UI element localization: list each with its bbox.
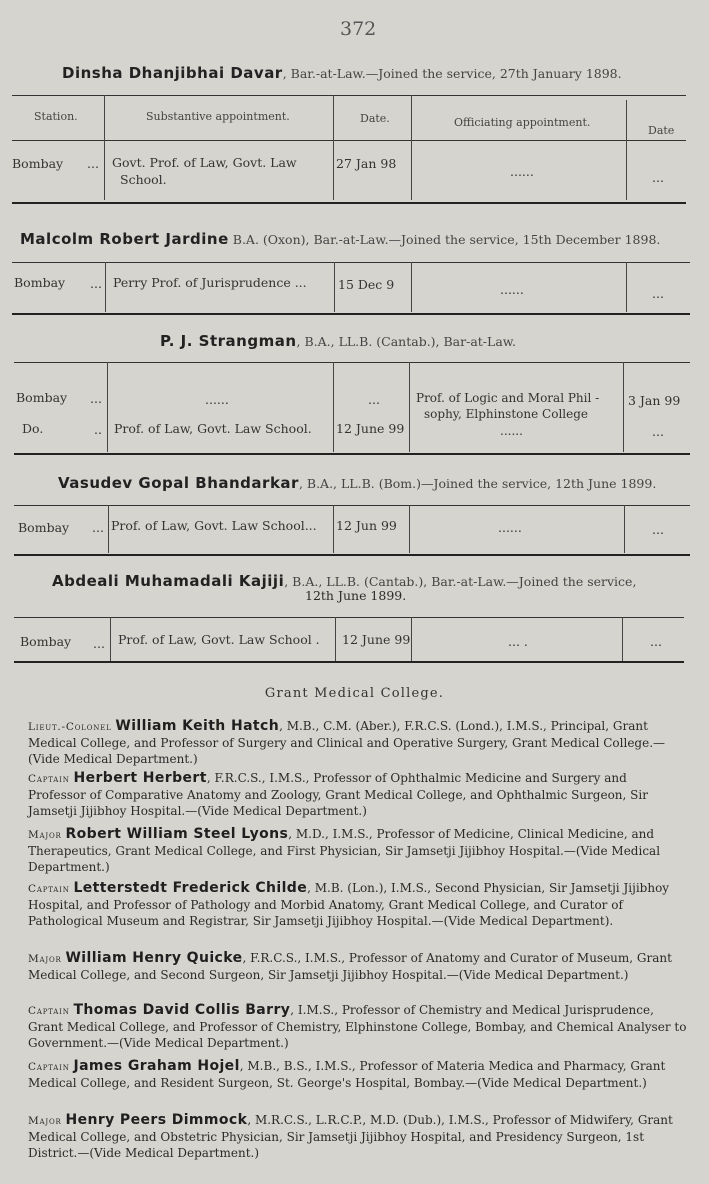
staff-entry — [28, 770, 688, 819]
name-line — [62, 64, 622, 82]
substantive-cell-2: School. — [120, 172, 167, 187]
station-cell: Bombay — [12, 156, 64, 171]
person-name: Letterstedt Frederick Childe — [73, 880, 308, 896]
staff-entry — [28, 950, 688, 983]
dots: .. — [94, 422, 102, 437]
person-name: Dinsha Dhanjibhai Davar — [62, 64, 283, 82]
column-rule — [411, 617, 412, 661]
person-name: Robert William Steel Lyons — [65, 826, 289, 842]
header-date: Date. — [360, 112, 390, 125]
column-rule — [626, 100, 627, 200]
substantive-cell: Perry Prof. of Jurisprudence ... — [113, 275, 307, 290]
date-cell: 12 June 99 — [342, 632, 411, 647]
header-officiating: Officiating appointment. — [454, 116, 591, 129]
column-rule — [104, 95, 105, 200]
staff-entry — [28, 1002, 688, 1051]
table-rule — [12, 202, 686, 204]
substantive-cell: ...... — [205, 392, 229, 407]
person-name: William Henry Quicke — [65, 950, 243, 966]
table-rule — [12, 140, 686, 141]
person-name: P. J. Strangman — [160, 332, 297, 350]
officiating-cell: ...... — [510, 164, 534, 179]
table-rule — [14, 505, 690, 506]
dots: ... — [90, 276, 102, 291]
qualifications: , B.A., LL.B. (Bom.)—Joined the service, 12th June 1899. — [298, 476, 657, 491]
date-cell: 15 Dec 9 — [338, 277, 395, 292]
officiating-cell: ...... — [498, 520, 522, 535]
header-substantive: Substantive appointment. — [146, 110, 290, 123]
officiating-date-cell: ... — [652, 170, 664, 185]
officiating-cell: ...... — [500, 424, 523, 438]
name-line — [58, 474, 656, 492]
section-title: Grant Medical College. — [264, 686, 445, 701]
table-rule — [14, 554, 690, 556]
column-rule — [411, 95, 412, 200]
dots: ... — [92, 520, 104, 535]
substantive-cell: Prof. of Law, Govt. Law School... — [111, 518, 317, 533]
qualifications: , Bar.-at-Law.—Joined the service, 27th January 1898. — [282, 66, 622, 81]
staff-entry — [28, 1112, 688, 1161]
rank: Captain — [28, 1005, 70, 1017]
column-rule — [626, 262, 627, 312]
officiating-date-cell: ... — [652, 286, 664, 301]
column-rule — [333, 95, 334, 200]
rank: Captain — [28, 773, 70, 785]
table-rule — [14, 617, 684, 618]
staff-entry — [28, 826, 688, 875]
column-rule — [333, 505, 334, 553]
station-cell: Bombay — [20, 634, 72, 649]
person-name: Thomas David Collis Barry — [73, 1002, 291, 1018]
table-rule — [14, 453, 690, 455]
header-date-2: Date — [648, 124, 675, 137]
entry-text: , M.R.C.S., L.R.C.P., M.D. (Dub.), I.M.S., Professor of Midwifery, Grant Medical College, and Obstetric Physician, Sir Jamsetji Jijibhoy Hospital, and Presidency Surgeon, 1st District.—(Vide Medical Department.) — [28, 1113, 673, 1160]
person-name: Malcolm Robert Jardine — [20, 230, 229, 248]
dots: ... — [93, 636, 105, 651]
column-rule — [409, 362, 410, 452]
station-cell: Bombay — [14, 275, 66, 290]
dots: ... — [87, 156, 99, 171]
person-name: Abdeali Muhamadali Kajiji — [52, 572, 285, 590]
entry-text: , M.B. (Lon.), I.M.S., Second Physician, Sir Jamsetji Jijibhoy Hospital, and Professor of Pathology and Morbid Anatomy, Grant Medical College, and Curator of Pathological Museum and Registrar, Sir Jamsetji Jijibhoy Hospital.—(Vide Medical Department). — [28, 881, 670, 928]
qualifications-continued: 12th June 1899. — [305, 588, 407, 603]
column-rule — [624, 505, 625, 553]
rank: Major — [28, 953, 62, 965]
station-cell: Do. — [22, 421, 44, 436]
column-rule — [409, 505, 410, 553]
table-rule — [12, 313, 690, 315]
name-line — [20, 230, 660, 248]
entry-text: , M.B., C.M. (Aber.), F.R.C.S. (Lond.), I.M.S., Principal, Grant Medical College, and Professor of Surgery and Clinical and Operative Surgery, Grant Medical College.—(Vide Medical Department.) — [28, 719, 666, 766]
person-name: Henry Peers Dimmock — [65, 1112, 248, 1128]
table-rule — [12, 95, 686, 96]
officiating-date-cell: ... — [650, 634, 662, 649]
officiating-date-cell: ... — [652, 424, 664, 439]
qualifications: , B.A., LL.B. (Cantab.), Bar.-at-Law.—Joined the service, — [284, 574, 637, 589]
rank: Captain — [28, 883, 70, 895]
header-station: Station. — [34, 110, 78, 123]
date-cell: 27 Jan 98 — [336, 156, 397, 171]
staff-entry — [28, 718, 688, 767]
officiating-date-cell: 3 Jan 99 — [628, 393, 681, 408]
qualifications: B.A. (Oxon), Bar.-at-Law.—Joined the service, 15th December 1898. — [228, 232, 661, 247]
rank: Major — [28, 1115, 62, 1127]
entry-text: , M.B., B.S., I.M.S., Professor of Materia Medica and Pharmacy, Grant Medical College, and Resident Surgeon, St. George's Hospital, Bombay.—(Vide Medical Department.) — [28, 1059, 666, 1090]
entry-text: , F.R.C.S., I.M.S., Professor of Anatomy and Curator of Museum, Grant Medical College, and Second Surgeon, Sir Jamsetji Jijibhoy Hospital.—(Vide Medical Department.) — [28, 951, 672, 982]
column-rule — [105, 262, 106, 312]
officiating-date-cell: ... — [652, 522, 664, 537]
substantive-cell: Govt. Prof. of Law, Govt. Law — [112, 155, 297, 170]
name-line — [160, 332, 516, 350]
column-rule — [107, 362, 108, 452]
date-cell: ... — [368, 392, 380, 407]
station-cell: Bombay — [16, 390, 68, 405]
rank: Lieut.-Colonel — [28, 721, 112, 733]
person-name: Vasudev Gopal Bhandarkar — [58, 474, 299, 492]
column-rule — [411, 262, 412, 312]
person-name: William Keith Hatch — [115, 718, 280, 734]
officiating-cell: Prof. of Logic and Moral Phil - — [416, 391, 600, 405]
entry-text: , F.R.C.S., I.M.S., Professor of Ophthalmic Medicine and Surgery and Professor of Comparative Anatomy and Zoology, Grant Medical College, and Ophthalmic Surgeon, Sir Jamsetji Jijibhoy Hospital.—(Vide Medical Department.) — [28, 771, 648, 818]
rank: Captain — [28, 1061, 70, 1073]
column-rule — [334, 262, 335, 312]
table-rule — [14, 362, 690, 363]
qualifications: , B.A., LL.B. (Cantab.), Bar-at-Law. — [296, 334, 516, 349]
person-name: James Graham Hojel — [73, 1058, 240, 1074]
officiating-cell: ...... — [500, 282, 524, 297]
column-rule — [108, 505, 109, 553]
entry-text: , I.M.S., Professor of Chemistry and Medical Jurisprudence, Grant Medical College, and Professor of Chemistry, Elphinstone College, Bombay, and Chemical Analyser to Government.—(Vide Medical Department.) — [28, 1003, 687, 1050]
officiating-cell: ... . — [508, 634, 528, 649]
officiating-cell-2: sophy, Elphinstone College — [424, 407, 588, 421]
person-name: Herbert Herbert — [73, 770, 207, 786]
dots: ... — [90, 391, 102, 406]
column-rule — [333, 362, 334, 452]
staff-entry — [28, 1058, 688, 1091]
substantive-cell: Prof. of Law, Govt. Law School. — [114, 421, 312, 436]
date-cell: 12 June 99 — [336, 421, 405, 436]
table-rule — [12, 262, 690, 263]
station-cell: Bombay — [18, 520, 70, 535]
page-number: 372 — [340, 18, 377, 40]
table-rule — [14, 661, 684, 663]
column-rule — [623, 362, 624, 452]
entry-text: , M.D., I.M.S., Professor of Medicine, Clinical Medicine, and Therapeutics, Grant Medical College, and First Physician, Sir Jamsetji Jijibhoy Hospital.—(Vide Medical Department.) — [28, 827, 661, 874]
date-cell: 12 Jun 99 — [336, 518, 397, 533]
column-rule — [335, 617, 336, 661]
substantive-cell: Prof. of Law, Govt. Law School . — [118, 632, 320, 647]
column-rule — [110, 617, 111, 661]
staff-entry — [28, 880, 688, 929]
column-rule — [622, 617, 623, 661]
rank: Major — [28, 829, 62, 841]
